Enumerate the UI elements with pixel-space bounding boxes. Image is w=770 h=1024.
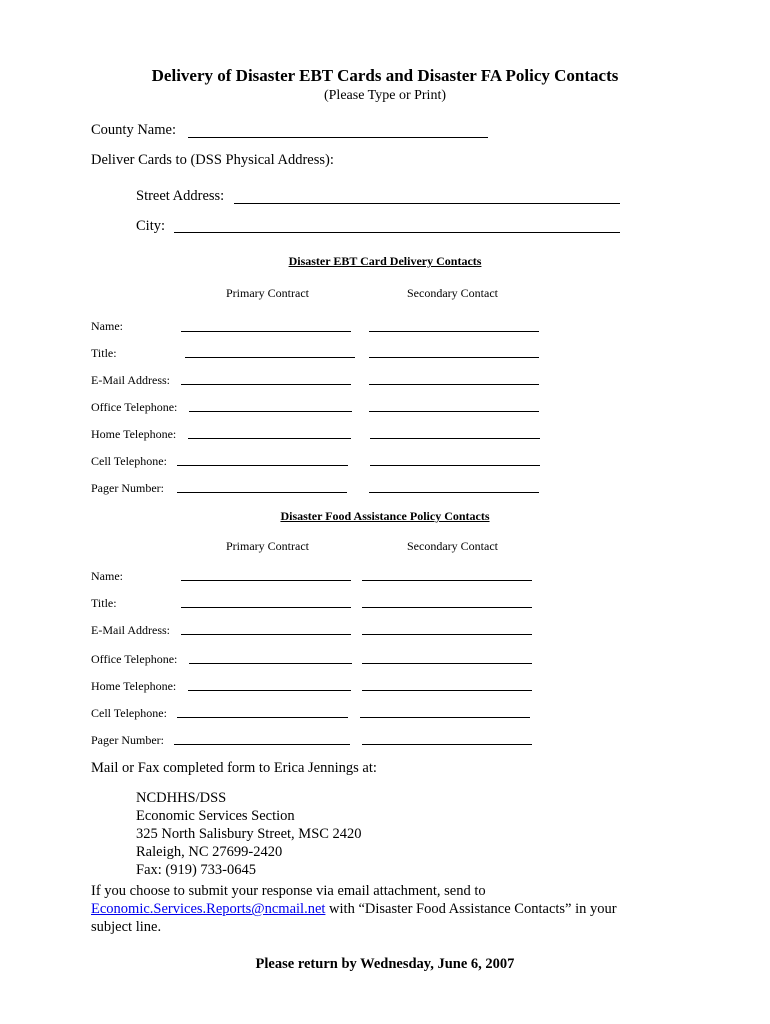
fa-office-phone-primary-field[interactable] xyxy=(189,663,352,664)
fa-secondary-header: Secondary Contact xyxy=(407,539,498,553)
page-subtitle: (Please Type or Print) xyxy=(323,88,446,103)
ebt-email-secondary-field[interactable] xyxy=(369,384,539,385)
email-instruction-text: with “Disaster Food Assistance Contacts” in your xyxy=(325,901,617,917)
ebt-cell-phone-label: Cell Telephone: xyxy=(91,454,167,468)
fa-cell-phone-primary-field[interactable] xyxy=(177,717,348,718)
email-instruction-line-3: subject line. xyxy=(91,919,162,935)
email-link[interactable]: Economic.Services.Reports@ncmail.net xyxy=(91,901,326,917)
fa-primary-header: Primary Contract xyxy=(226,539,309,553)
ebt-secondary-header: Secondary Contact xyxy=(407,286,498,300)
ebt-home-phone-secondary-field[interactable] xyxy=(370,438,540,439)
fa-home-phone-primary-field[interactable] xyxy=(188,690,351,691)
street-address-field[interactable] xyxy=(234,203,620,204)
ebt-email-label: E-Mail Address: xyxy=(91,373,170,387)
city-field[interactable] xyxy=(174,232,620,233)
ebt-primary-header: Primary Contract xyxy=(226,286,309,300)
fa-office-phone-label: Office Telephone: xyxy=(91,652,178,666)
ebt-office-phone-primary-field[interactable] xyxy=(189,411,352,412)
fa-name-secondary-field[interactable] xyxy=(362,580,532,581)
fa-office-phone-secondary-field[interactable] xyxy=(362,663,532,664)
ebt-cell-phone-secondary-field[interactable] xyxy=(370,465,540,466)
street-address-label: Street Address: xyxy=(136,188,225,204)
address-line: NCDHHS/DSS xyxy=(136,790,227,806)
address-line: Raleigh, NC 27699-2420 xyxy=(136,844,283,860)
fa-name-label: Name: xyxy=(91,569,123,583)
fa-cell-phone-label: Cell Telephone: xyxy=(91,706,167,720)
ebt-pager-primary-field[interactable] xyxy=(177,492,347,493)
fa-policy-contacts-heading: Disaster Food Assistance Policy Contacts xyxy=(280,509,490,523)
ebt-email-primary-field[interactable] xyxy=(181,384,351,385)
fa-name-primary-field[interactable] xyxy=(181,580,351,581)
fa-home-phone-label: Home Telephone: xyxy=(91,679,177,693)
fa-email-primary-field[interactable] xyxy=(181,634,351,635)
fa-pager-secondary-field[interactable] xyxy=(362,744,532,745)
deliver-cards-label: Deliver Cards to (DSS Physical Address): xyxy=(91,152,334,168)
fa-title-label: Title: xyxy=(91,596,117,610)
ebt-office-phone-label: Office Telephone: xyxy=(91,400,178,414)
fax-line: Fax: (919) 733-0645 xyxy=(136,862,257,878)
city-label: City: xyxy=(136,218,166,234)
fa-pager-label: Pager Number: xyxy=(91,733,164,747)
mail-fax-instruction: Mail or Fax completed form to Erica Jennings at: xyxy=(91,760,377,776)
fa-email-secondary-field[interactable] xyxy=(362,634,532,635)
ebt-pager-secondary-field[interactable] xyxy=(369,492,539,493)
page-title: Delivery of Disaster EBT Cards and Disaster FA Policy Contacts xyxy=(151,66,619,85)
ebt-title-primary-field[interactable] xyxy=(185,357,355,358)
ebt-name-secondary-field[interactable] xyxy=(369,331,539,332)
return-deadline: Please return by Wednesday, June 6, 2007 xyxy=(255,956,515,972)
address-line: 325 North Salisbury Street, MSC 2420 xyxy=(136,826,362,842)
county-name-label: County Name: xyxy=(91,122,176,138)
ebt-contacts-heading: Disaster EBT Card Delivery Contacts xyxy=(288,254,482,268)
fa-pager-primary-field[interactable] xyxy=(174,744,350,745)
email-instruction-line-2 xyxy=(91,901,617,918)
ebt-name-primary-field[interactable] xyxy=(181,331,351,332)
ebt-title-label: Title: xyxy=(91,346,117,360)
county-name-field[interactable] xyxy=(188,137,488,138)
mailing-address xyxy=(136,789,362,879)
fa-title-secondary-field[interactable] xyxy=(362,607,532,608)
ebt-office-phone-secondary-field[interactable] xyxy=(369,411,539,412)
ebt-title-secondary-field[interactable] xyxy=(369,357,539,358)
fa-title-primary-field[interactable] xyxy=(181,607,351,608)
email-instruction-line-1: If you choose to submit your response via email attachment, send to xyxy=(91,883,486,899)
ebt-pager-label: Pager Number: xyxy=(91,481,164,495)
ebt-home-phone-primary-field[interactable] xyxy=(188,438,351,439)
address-line: Economic Services Section xyxy=(136,808,295,824)
fa-home-phone-secondary-field[interactable] xyxy=(362,690,532,691)
ebt-name-label: Name: xyxy=(91,319,123,333)
fa-email-label: E-Mail Address: xyxy=(91,623,170,637)
ebt-home-phone-label: Home Telephone: xyxy=(91,427,177,441)
fa-cell-phone-secondary-field[interactable] xyxy=(360,717,530,718)
ebt-cell-phone-primary-field[interactable] xyxy=(177,465,348,466)
